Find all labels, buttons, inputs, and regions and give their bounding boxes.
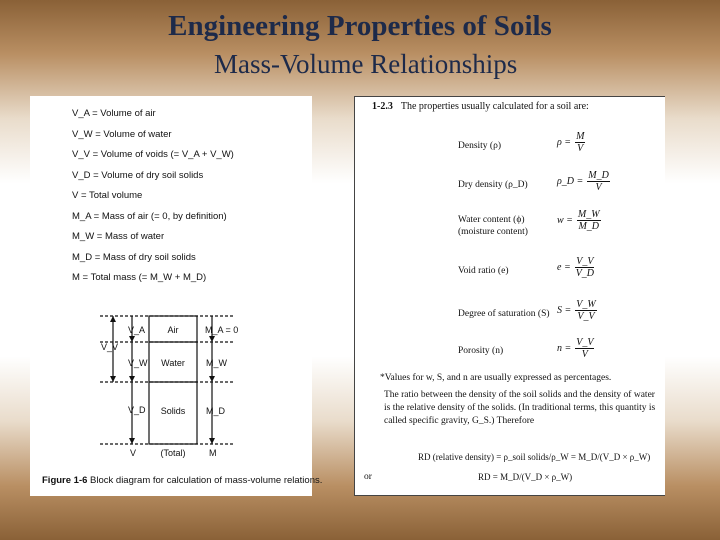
definitions-list: [72, 104, 234, 289]
formula-lhs: ρ =: [557, 137, 572, 148]
property-label: Density (ρ): [458, 141, 501, 151]
figure-caption-text: Block diagram for calculation of mass-volume relations.: [90, 475, 323, 486]
formula-numerator: V_V: [576, 337, 594, 348]
label-solids: Solids: [160, 406, 186, 416]
definition-item: V_D = Volume of dry soil solids: [72, 169, 204, 181]
equation-rd-2: RD = M_D/(V_D × ρ_W): [478, 472, 573, 482]
right-properties-panel: [354, 96, 665, 496]
definition-item: V_V = Volume of voids (= V_A + V_W): [72, 149, 234, 160]
formula-lhs: w =: [557, 215, 573, 226]
footnote: *Values for w, S, and n are usually expressed as percentages.: [380, 373, 612, 383]
label-va: V_A: [128, 325, 146, 335]
figure-caption: [42, 475, 322, 486]
property-formula: [557, 131, 585, 154]
property-formula: [557, 256, 595, 279]
label-m: M: [209, 448, 217, 458]
formula-numerator: V_W: [576, 299, 596, 310]
formula-denominator: V: [595, 182, 602, 193]
property-label: Degree of saturation (S): [458, 309, 550, 319]
formula-numerator: M_W: [577, 209, 600, 220]
section-title: The properties usually calculated for a soil are:: [400, 101, 589, 112]
definition-item: M = Total mass (= M_W + M_D): [72, 272, 207, 283]
slide-subtitle: Mass-Volume Relationships: [214, 49, 518, 79]
label-ma: M_A = 0: [205, 325, 239, 335]
formula-denominator: V_V: [577, 311, 595, 322]
label-air: Air: [167, 325, 179, 335]
property-formula: [557, 170, 610, 193]
formula-lhs: n =: [557, 343, 572, 354]
label-vw: V_W: [128, 358, 148, 368]
section-heading: [372, 101, 589, 112]
label-total: (Total): [160, 448, 186, 458]
figure-number: Figure 1-6: [42, 475, 88, 486]
property-formula: [557, 299, 597, 322]
property-label: Porosity (n): [458, 346, 504, 356]
formula-numerator: M: [576, 131, 585, 142]
label-vd: V_D: [128, 405, 146, 415]
equation-rd-1: RD (relative density) = ρ_soil solids/ρ_W = M_D/(V_D × ρ_W): [418, 452, 651, 462]
section-number: 1-2.3: [372, 101, 393, 112]
relative-density-paragraph: The ratio between the density of the soil solids and the density of water is the relative density of the solids. (In traditional terms, this quantity is called specific gravity, G_S.) Therefore: [384, 390, 656, 426]
label-mw: M_W: [206, 358, 227, 368]
property-label: Water content (ϕ) (moisture content): [458, 215, 528, 237]
formula-denominator: V_D: [575, 268, 595, 279]
property-formula: [557, 337, 594, 360]
equation-or: or: [364, 472, 372, 482]
definition-item: M_D = Mass of dry soil solids: [72, 251, 196, 263]
label-v: V: [130, 448, 137, 458]
definition-item: V = Total volume: [72, 190, 143, 201]
formula-lhs: ρ_D =: [557, 176, 584, 187]
property-formula: [557, 209, 601, 232]
formula-lhs: S =: [557, 305, 572, 316]
property-label: Dry density (ρ_D): [458, 180, 528, 190]
label-vv: V_V: [101, 342, 119, 352]
definition-item: M_W = Mass of water: [72, 231, 165, 242]
label-md: M_D: [206, 406, 226, 416]
formula-numerator: M_D: [588, 170, 609, 181]
formula-denominator: V: [577, 143, 584, 154]
formula-denominator: M_D: [578, 221, 600, 232]
formula-lhs: e =: [557, 262, 571, 273]
label-water: Water: [161, 358, 185, 368]
definition-item: V_W = Volume of water: [72, 128, 172, 140]
formula-numerator: V_V: [576, 256, 594, 267]
slide-title: Engineering Properties of Soils: [168, 10, 552, 42]
definition-item: V_A = Volume of air: [72, 108, 156, 119]
property-label: Void ratio (e): [458, 266, 509, 276]
formula-denominator: V: [581, 349, 588, 360]
definition-item: M_A = Mass of air (= 0, by definition): [72, 210, 227, 222]
